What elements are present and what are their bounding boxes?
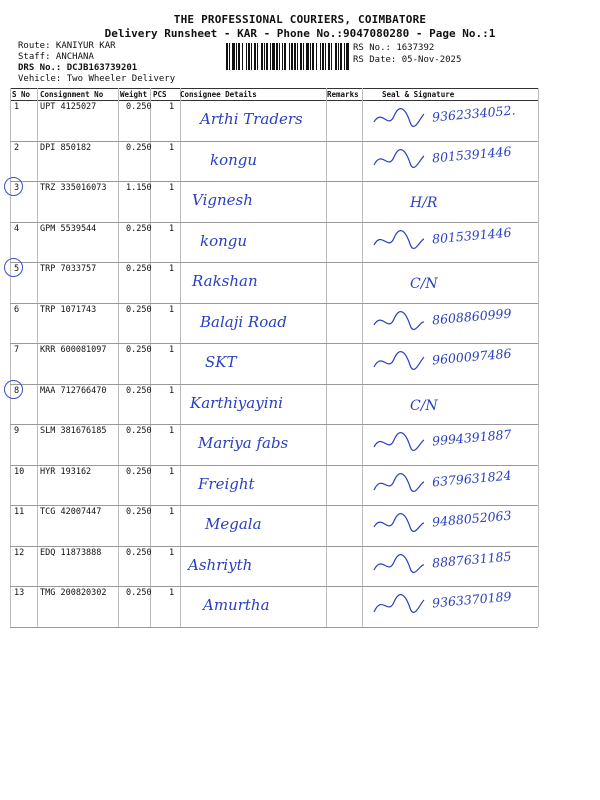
col-consignment: Consignment No: [40, 90, 104, 99]
barcode-bar: [316, 43, 317, 70]
col-consignee: Consignee Details: [180, 90, 257, 99]
signature-scribble: [372, 228, 427, 254]
staff-label: Staff: ANCHANA: [18, 52, 94, 62]
barcode-bar: [340, 43, 342, 70]
row-weight: 1.150: [126, 183, 152, 193]
row-phone: 8887631185: [431, 548, 513, 570]
row-phone: 8015391446: [431, 224, 513, 246]
col-signature: Seal & Signature: [382, 90, 455, 99]
row-pcs: 1: [169, 466, 175, 477]
barcode-bar: [276, 43, 278, 70]
barcode-bar: [270, 43, 271, 70]
row-consignee: Ashriyth: [188, 555, 253, 574]
barcode-bar: [251, 43, 252, 70]
row-divider: [10, 222, 538, 223]
row-note: C/N: [410, 276, 438, 292]
row-consignment: SLM 381676185: [40, 426, 107, 436]
barcode-bar: [346, 43, 349, 70]
row-divider: [10, 424, 538, 425]
row-divider: [10, 141, 538, 142]
row-weight: 0.250: [126, 385, 152, 396]
row-weight: 0.250: [126, 102, 152, 112]
row-consignee: kongu: [200, 231, 248, 250]
row-weight: 0.250: [126, 507, 152, 517]
row-note: H/R: [410, 195, 438, 211]
row-consignment: GPM 5539544: [40, 223, 97, 234]
row-pcs: 1: [169, 183, 175, 193]
barcode-bar: [306, 43, 309, 70]
row-phone: 8608860999: [431, 305, 513, 327]
row-weight: 0.250: [126, 588, 152, 598]
barcode-bar: [248, 43, 250, 70]
row-sno: 9: [14, 426, 20, 436]
row-pcs: 1: [169, 385, 175, 396]
row-divider: [10, 627, 538, 628]
row-sno: 13: [14, 588, 25, 598]
row-sno: 4: [14, 223, 20, 234]
company-title: THE PROFESSIONAL COURIERS, COIMBATORE: [173, 13, 427, 26]
row-consignee: SKT: [205, 353, 237, 371]
barcode-bar: [229, 43, 230, 70]
row-pcs: 1: [169, 264, 175, 274]
row-divider: [10, 505, 538, 506]
barcode-bar: [335, 43, 337, 70]
row-phone: 9363370189: [431, 588, 513, 611]
row-sno: 10: [14, 466, 25, 477]
row-consignment: TRP 7033757: [40, 264, 97, 274]
row-weight: 0.250: [126, 466, 152, 477]
barcode-bar: [226, 43, 228, 70]
row-circle-mark: [4, 258, 23, 277]
barcode-bar: [328, 43, 330, 70]
signature-scribble: [372, 552, 427, 578]
barcode-bar: [310, 43, 311, 70]
barcode-bar: [254, 43, 256, 70]
row-phone: 9994391887: [431, 426, 513, 449]
table-column-divider: [538, 88, 539, 627]
row-consignment: MAA 712766470: [40, 385, 107, 396]
row-divider: [10, 465, 538, 466]
barcode-bar: [266, 43, 268, 70]
row-pcs: 1: [169, 102, 175, 112]
row-consignee: Amurtha: [203, 596, 270, 614]
row-sno: 2: [14, 142, 20, 153]
barcode-bar: [338, 43, 339, 70]
row-phone: 9488052063: [431, 507, 513, 530]
row-weight: 0.250: [126, 304, 152, 315]
barcode: [226, 43, 350, 70]
row-consignee: Vignesh: [192, 191, 253, 209]
row-consignee: Karthiyayini: [190, 393, 283, 412]
signature-scribble: [372, 471, 427, 497]
barcode-bar: [325, 43, 326, 70]
row-sno: 12: [14, 547, 25, 558]
rs-number: RS No.: 1637392: [353, 43, 435, 53]
route-label: Route: KANIYUR KAR: [18, 41, 116, 51]
barcode-bar: [297, 43, 298, 70]
row-consignment: DPI 850182: [40, 142, 92, 153]
barcode-bar: [331, 43, 332, 70]
rs-date: RS Date: 05-Nov-2025: [353, 55, 462, 65]
signature-scribble: [372, 147, 427, 173]
row-consignment: TCG 42007447: [40, 507, 102, 517]
row-sno: 8: [14, 385, 20, 396]
col-weight: Weight: [120, 90, 148, 99]
row-phone: 8015391446: [431, 143, 513, 165]
row-phone: 9362334052.: [431, 102, 517, 125]
table-header-rule: [10, 100, 538, 101]
row-consignment: TMG 200820302: [40, 588, 107, 598]
row-consignment: TRZ 335016073: [40, 183, 107, 193]
barcode-bar: [279, 43, 280, 70]
barcode-bar: [300, 43, 302, 70]
row-circle-mark: [4, 380, 23, 399]
barcode-bar: [291, 43, 293, 70]
signature-scribble: [372, 349, 427, 375]
row-pcs: 1: [169, 223, 175, 234]
signature-scribble: [372, 309, 427, 335]
row-consignment: TRP 1071743: [40, 304, 97, 315]
row-note: C/N: [410, 397, 438, 414]
row-weight: 0.250: [126, 345, 152, 355]
barcode-bar: [232, 43, 235, 70]
row-pcs: 1: [169, 345, 175, 355]
row-consignment: HYR 193162: [40, 466, 92, 477]
signature-scribble: [372, 430, 427, 456]
barcode-bar: [238, 43, 240, 70]
row-consignee: Rakshan: [192, 272, 258, 290]
signature-scribble: [372, 106, 427, 132]
row-sno: 11: [14, 507, 25, 517]
row-consignee: Freight: [198, 474, 255, 493]
barcode-bar: [303, 43, 304, 70]
barcode-bar: [312, 43, 314, 70]
row-consignee: kongu: [210, 150, 258, 169]
row-consignment: EDQ 11873888: [40, 547, 102, 558]
row-weight: 0.250: [126, 547, 152, 558]
col-pcs: PCS: [153, 90, 167, 99]
barcode-bar: [236, 43, 237, 70]
row-consignee: Mariya fabs: [198, 434, 289, 452]
table-top-rule: [10, 88, 538, 89]
row-pcs: 1: [169, 426, 175, 436]
row-weight: 0.250: [126, 223, 152, 234]
row-weight: 0.250: [126, 142, 152, 153]
barcode-bar: [261, 43, 263, 70]
row-divider: [10, 384, 538, 385]
col-remarks: Remarks: [327, 90, 359, 99]
row-phone: 6379631824: [431, 467, 513, 489]
row-sno: 1: [14, 102, 20, 112]
row-weight: 0.250: [126, 264, 152, 274]
row-sno: 3: [14, 183, 20, 193]
row-pcs: 1: [169, 588, 175, 598]
barcode-bar: [284, 43, 286, 70]
barcode-bar: [289, 43, 290, 70]
row-divider: [10, 343, 538, 344]
barcode-bar: [344, 43, 345, 70]
row-divider: [10, 262, 538, 263]
barcode-bar: [294, 43, 296, 70]
signature-scribble: [372, 592, 427, 618]
barcode-bar: [264, 43, 265, 70]
row-circle-mark: [4, 177, 23, 196]
row-pcs: 1: [169, 142, 175, 153]
drs-number: DRS No.: DCJB163739201: [18, 63, 138, 73]
row-divider: [10, 181, 538, 182]
vehicle-label: Vehicle: Two Wheeler Delivery: [18, 74, 176, 84]
barcode-bar: [272, 43, 275, 70]
runsheet-subtitle: Delivery Runsheet - KAR - Phone No.:9047080280 - Page No.:1: [104, 27, 496, 40]
row-sno: 7: [14, 345, 20, 355]
row-consignment: KRR 600081097: [40, 345, 107, 355]
barcode-bar: [282, 43, 283, 70]
signature-scribble: [372, 511, 427, 537]
row-sno: 6: [14, 304, 20, 315]
row-divider: [10, 546, 538, 547]
row-phone: 9600097486: [431, 345, 513, 368]
row-pcs: 1: [169, 507, 175, 517]
row-consignment: UPT 4125027: [40, 102, 97, 112]
barcode-bar: [257, 43, 258, 70]
row-consignee: Megala: [205, 515, 262, 533]
row-consignee: Arthi Traders: [200, 110, 303, 128]
row-divider: [10, 303, 538, 304]
row-pcs: 1: [169, 547, 175, 558]
barcode-bar: [322, 43, 324, 70]
barcode-bar: [320, 43, 321, 70]
barcode-bar: [246, 43, 247, 70]
row-pcs: 1: [169, 304, 175, 315]
row-sno: 5: [14, 264, 20, 274]
row-divider: [10, 586, 538, 587]
row-consignee: Balaji Road: [200, 312, 287, 331]
col-sno: S No: [12, 90, 31, 99]
row-weight: 0.250: [126, 426, 152, 436]
barcode-bar: [242, 43, 243, 70]
